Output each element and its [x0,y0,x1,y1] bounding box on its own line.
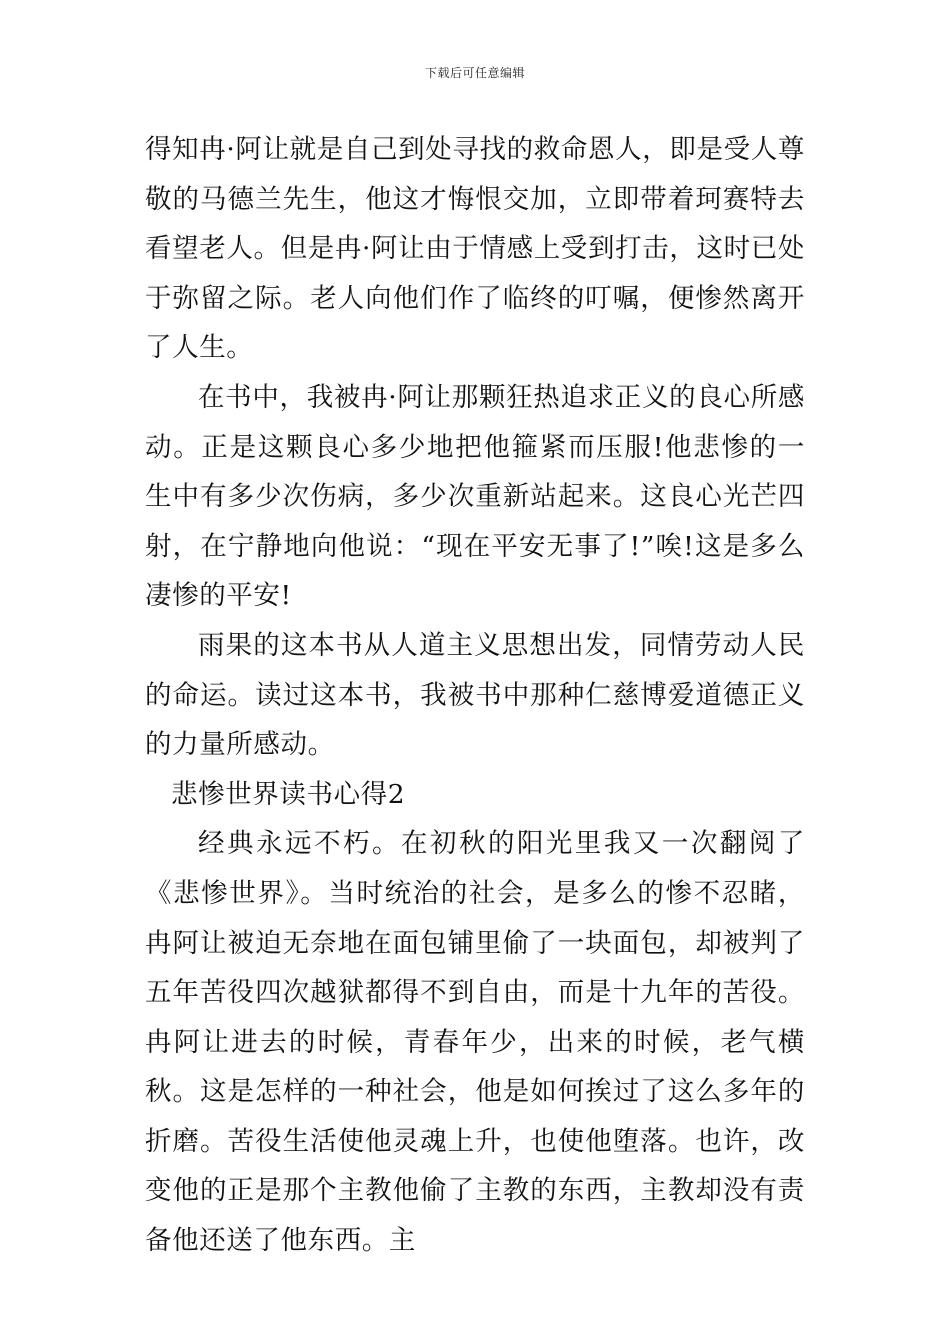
paragraph-3: 雨果的这本书从人道主义思想出发，同情劳动人民的命运。读过这本书，我被书中那种仁慈博爱道德正义的力量所感动。 [145,629,805,761]
paragraph-1: 得知冉·阿让就是自己到处寻找的救命恩人，即是受人尊敬的马德兰先生，他这才悔恨交加，立即带着珂赛特去看望老人。但是冉·阿让由于情感上受到打击，这时已处于弥留之际。老人向他们作了临终的叮嘱，便惨然离开了人生。 [145,134,805,364]
paragraph-2: 在书中，我被冉·阿让那颗狂热追求正义的良心所感动。正是这颗良心多少地把他箍紧而压服!他悲惨的一生中有多少次伤病，多少次重新站起来。这良心光芒四射，在宁静地向他说：“现在平安无事了!”唉!这是多么凄惨的平安! [145,381,805,612]
page-header: 下载后可任意编辑 [424,66,525,80]
section-heading: 悲惨世界读书心得2 [171,778,406,810]
document-body [145,125,805,1266]
paragraph-4: 经典永远不朽。在初秋的阳光里我又一次翻阅了《悲惨世界》。当时统治的社会，是多么的惨不忍睹，冉阿让被迫无奈地在面包铺里偷了一块面包，却被判了五年苦役四次越狱都得不到自由，而是十九年的苦役。冉阿让进去的时候，青春年少，出来的时候，老气横秋。这是怎样的一种社会，他是如何挨过了这么多年的折磨。苦役生活使他灵魂上升，也使他堕落。也许，改变他的正是那个主教他偷了主教的东西，主教却没有责备他还送了他东西。主 [145,828,805,1257]
